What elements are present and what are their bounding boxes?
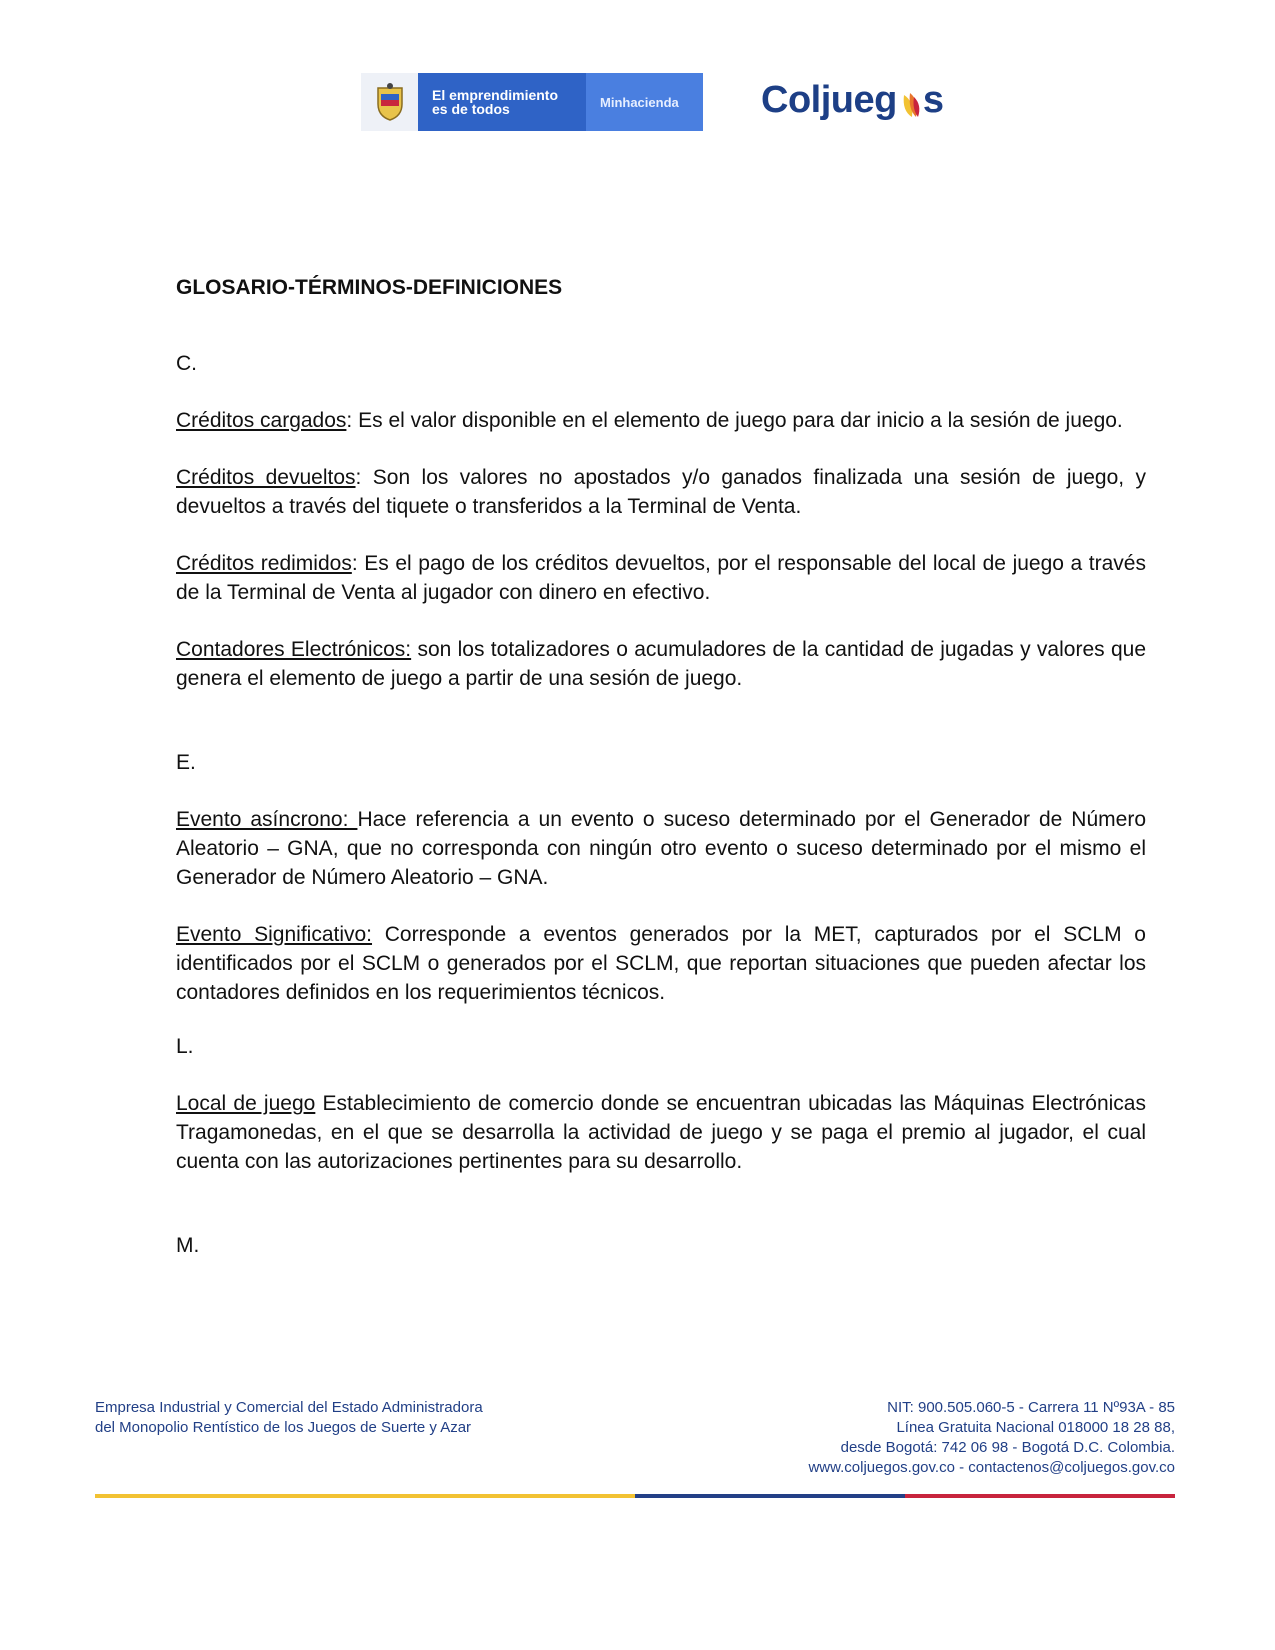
glossary-term: Evento asíncrono: <box>176 808 358 831</box>
glossary-entry <box>176 805 1146 892</box>
bar-blue <box>635 1494 905 1498</box>
footer-nit-address: NIT: 900.505.060-5 - Carrera 11 Nº93A - 85 <box>887 1399 1175 1416</box>
glossary-term: Local de juego <box>176 1092 316 1115</box>
section-letter-m: M. <box>176 1234 200 1257</box>
footer-company-line2: del Monopolio Rentístico de los Juegos de Suerte y Azar <box>95 1419 472 1436</box>
coljuegos-logo <box>761 79 943 122</box>
coat-of-arms-icon <box>361 73 418 131</box>
footer-web-email[interactable]: www.coljuegos.gov.co - contactenos@coljuegos.gov.co <box>808 1459 1175 1476</box>
glossary-definition: Son los valores no apostados y/o ganados finalizada una sesión de juego, y devueltos a través del tiquete o transferidos a la Terminal de Venta. <box>176 466 1147 518</box>
glossary-term: Créditos cargados <box>176 409 347 432</box>
glossary-definition: Establecimiento de comercio donde se encuentran ubicadas las Máquinas Electrónicas Tragamonedas, en el que se desarrolla la actividad de juego y se paga el premio al jugador, el cual cuenta con las autorizaciones pertinentes para su desarrollo. <box>176 1092 1146 1173</box>
footer-phone-national: Línea Gratuita Nacional 018000 18 28 88, <box>896 1419 1175 1436</box>
footer-color-bar <box>95 1494 1175 1498</box>
term-separator: : <box>346 409 353 432</box>
government-logo <box>361 73 703 131</box>
footer-contact <box>808 1398 1175 1478</box>
gov-slogan-line2: es de todos <box>432 101 510 117</box>
footer-phone-bogota: desde Bogotá: 742 06 98 - Bogotá D.C. Colombia. <box>840 1439 1175 1456</box>
section-letter-c: C. <box>176 352 197 375</box>
glossary-definition: Corresponde a eventos generados por la MET, capturados por el SCLM o identificados por el SCLM o generados por el SCLM, que reportan situaciones que pueden afectar los contadores definidos en los requerimientos técnicos. <box>176 923 1146 1004</box>
glossary-term: Créditos devueltos <box>176 466 356 489</box>
gov-slogan-line1: El emprendimiento <box>432 87 559 103</box>
section-letter-l: L. <box>176 1035 194 1058</box>
gov-slogan <box>418 73 586 131</box>
glossary-definition: Hace referencia a un evento o suceso determinado por el Generador de Número Aleatorio – GNA, que no corresponda con ningún otro evento o suceso determinado por el mismo el Generador de Número Aleatorio – GNA. <box>176 808 1146 889</box>
ministry-label: Minhacienda <box>586 73 703 131</box>
flame-icon <box>898 88 922 118</box>
term-separator: : <box>351 552 358 575</box>
glossary-entry <box>176 463 1146 521</box>
footer-company-line1: Empresa Industrial y Comercial del Estado Administradora <box>95 1399 483 1416</box>
glossary-entry <box>176 549 1146 607</box>
bar-yellow <box>95 1494 635 1498</box>
bar-red <box>905 1494 1175 1498</box>
glossary-term: Créditos redimidos <box>176 552 352 575</box>
glossary-term: Evento Significativo: <box>176 923 373 946</box>
glossary-entry <box>176 635 1146 693</box>
term-separator: : <box>355 466 362 489</box>
glossary-content <box>176 276 1146 1258</box>
glossary-entry <box>176 406 1146 435</box>
glossary-definition: Es el pago de los créditos devueltos, por el responsable del local de juego a través de la Terminal de Venta al jugador con dinero en efectivo. <box>176 552 1146 604</box>
glossary-definition: son los totalizadores o acumuladores de la cantidad de jugadas y valores que genera el elemento de juego a partir de una sesión de juego. <box>176 638 1146 690</box>
page-title: GLOSARIO-TÉRMINOS-DEFINICIONES <box>176 276 563 299</box>
section-letter-e: E. <box>176 751 196 774</box>
brand-text-end: s <box>922 79 944 121</box>
glossary-term: Contadores Electrónicos: <box>176 638 412 661</box>
glossary-definition: Es el valor disponible en el elemento de juego para dar inicio a la sesión de juego. <box>352 409 1123 432</box>
glossary-entry <box>176 920 1146 1007</box>
footer-company <box>95 1398 483 1438</box>
glossary-entry <box>176 1089 1146 1176</box>
brand-text-start: Coljueg <box>761 79 897 121</box>
